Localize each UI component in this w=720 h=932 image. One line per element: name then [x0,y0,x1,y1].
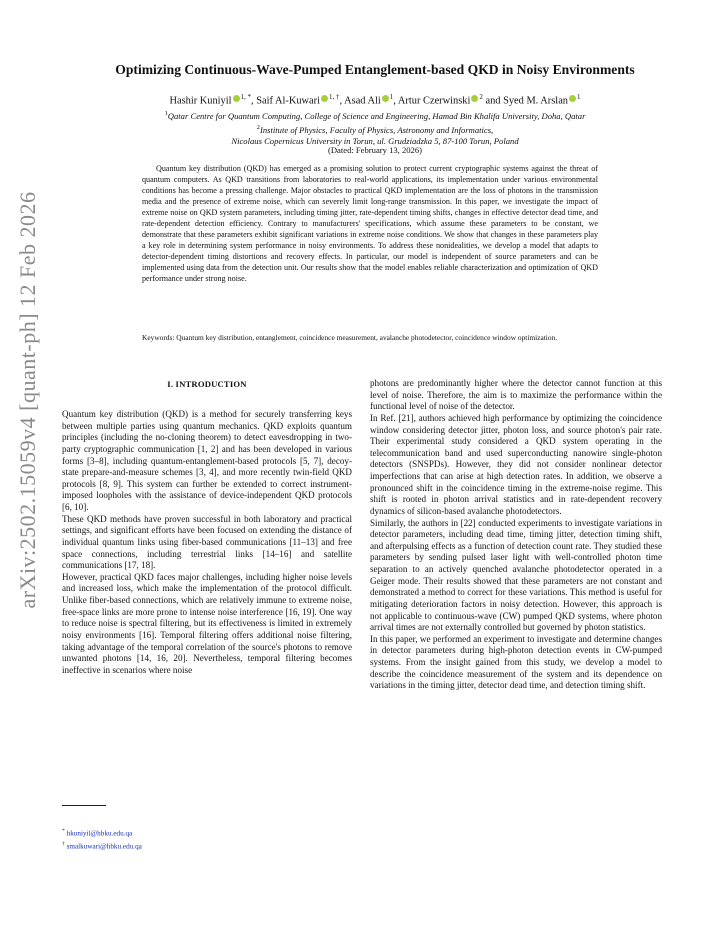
author-name[interactable]: Syed M. Arslan [503,95,569,107]
body-paragraph: These QKD methods have proven successful in both laboratory and practical settings, and significant efforts have been focused on extending the distance of individual quantum links using fiber-based communications [11–13] and free space connections, including terrestrial links [14–16] and satellite communications [17, 18]. [62,513,352,571]
section-heading-introduction: I. INTRODUCTION [167,379,247,389]
author-name[interactable]: Artur Czerwinski [397,95,471,107]
email-link[interactable]: hkuniyil@hbku.edu.qa [66,829,133,838]
author-name[interactable]: Asad Ali [344,95,381,107]
author-affil-marker: 1 [389,93,394,101]
arxiv-identifier-stamp [8,120,48,680]
left-column [62,409,352,676]
footnote-separator [62,805,106,806]
body-paragraph: Quantum key distribution (QKD) is a method for securely transferring keys between multiple parties using quantum mechanics. QKD exploits quantum principles (including the no-cloning theorem) to detect eavesdropping in two-party cryptographic communication [1, 2] and has been developed in various forms [3–8], including quantum-entanglement-based protocols [5, 7], decoy-state prepare-and-measure schemes [3, 4], and more recently twin-field QKD protocols [8, 9]. This system can further be extended to correct instrument-imposed loopholes with the assistance of device-independent QKD protocols [6, 10]. [62,409,352,512]
date-line: (Dated: February 13, 2026) [327,145,423,155]
affiliation-2-address: Nicolaus Copernicus University in Torun, ul. Grudziadzka 5, 87-100 Torun, Poland [231,136,519,147]
affiliation-1: $^1$Qatar Centre for Quantum Computing, College of Science and Engineering, Hamad Bin Khalifa University, Doha, Qatar [164,110,586,121]
footnotes [62,826,142,853]
orcid-icon[interactable] [382,95,389,102]
email-link[interactable]: smalkuwari@hbku.edu.qa [66,842,142,851]
body-paragraph: photons are predominantly higher where the detector cannot function at this level of noise. Therefore, the aim is to maximize the performance within the functional level of noise of the detector. [370,378,662,412]
author-affil-marker: 1, † [329,93,340,101]
body-paragraph: Similarly, the authors in [22] conducted experiments to investigate variations in detector parameters, including dead time, timing jitter, detection timing shift, and afterpulsing effects as a function of detection count rate. They studied these parameters by sending pulsed laser light with well-controlled photon time separation to an actively quenched avalanche photodetector operated in a Geiger mode. Their results showed that these parameters are not constant and demonstrated a method to correct for these variations. This method is useful for mitigating deterioration factors in noisy detection. However, this approach is not applicable to continuous-wave (CW) pumped QKD systems, where photon arrival times are not externally controlled but governed by photon statistics. [370,517,662,633]
orcid-icon[interactable] [321,95,328,102]
orcid-icon[interactable] [233,95,240,102]
body-paragraph: However, practical QKD faces major challenges, including higher noise levels and increased loss, which make the implementation of the protocol difficult. Unlike fiber-based connections, which are relatively immune to extreme noise, free-space links are more prone to intense noise interference [16, 19]. One way to reduce noise is spectral filtering, but its effectiveness is limited in extremely noisy environments [16]. Temporal filtering offers additional noise filtering, taking advantage of the temporal correlation of the source's photons to remove unwanted photons [14, 16, 20]. Nevertheless, temporal filtering becomes ineffective in scenarios where noise [62,571,352,675]
abstract: Quantum key distribution (QKD) has emerged as a promising solution to protect current cryptographic systems against the threat of quantum computers. As QKD transitions from laboratories to real-world applications, its implementation under various environmental conditions has become a pressing challenge. Major obstacles to practical QKD implementation are the loss of photons in the transmission media and the presence of extreme noise, which can severely limit long-range transmission. In this paper, we investigate the impact of extreme noise on QKD system parameters, including timing jitter, rate-dependent timing shifts, changes in effective detector dead time, and rate-dependent detection efficiency. Contrary to manufacturers' specifications, which assume these parameters to be constant, we demonstrate that these parameters exhibit significant variations in extreme noise conditions. We show that changes in these parameters play a key role in determining system performance in noisy environments. To address these nonidealities, we develop a model that adapts to detector-dependent timing distortions and recovery effects. In particular, our model is independent of source parameters and can be implemented using data from the detection unit. Our results show that the model enables reliable characterization and optimization of QKD performance under strong noise. [142,164,598,284]
author-affil-marker: 1, * [240,93,252,101]
footnote-email-1: * hkuniyil@hbku.edu.qa [62,828,133,838]
arxiv-identifier-text: arXiv:2502.15059v4 [quant-ph] 12 Feb 2026 [15,191,40,609]
footnote-email-2: † smalkuwari@hbku.edu.qa [62,841,142,851]
affiliation-2: $^2$Institute of Physics, Faculty of Physics, Astronomy and Informatics, [256,124,494,136]
keywords: Keywords: Quantum key distribution, entanglement, coincidence measurement, avalanche photodetector, coincidence window optimization. [142,333,558,342]
author-name[interactable]: Hashir Kuniyil [169,95,232,107]
body-paragraph: In Ref. [21], authors achieved high performance by optimizing the coincidence window considering detector jitter, photon loss, and source photon's pair rate. Their experimental study considered a QKD system operating in the telecommunication band and used superconducting nanowire single-photon detectors (SNSPDs). However, they did not consider nonlinear detector imperfections that can arise at high detection rates. In addition, we observe a pronounced shift in the coincidence timing in the extreme-noise regime. This shift is rooted in photon arrival statistics and in rate-dependent recovery dynamics of silicon-based avalanche photodetectors. [370,412,662,516]
author-list: Hashir Kuniyil $^{1, *}$, Saif Al-Kuwari $^{1, \dagger}$, Asad Ali $^1$, Artur Czerwinski $^2$ and Syed M. Arslan $^1$ [169,93,581,107]
orcid-icon[interactable] [569,95,576,102]
paper-title: Optimizing Continuous-Wave-Pumped Entanglement-based QKD in Noisy Environments [115,62,635,77]
orcid-icon[interactable] [471,95,478,102]
author-affil-marker: 1 [577,93,581,101]
body-paragraph: In this paper, we performed an experiment to investigate and determine changes in detector parameters during high-photon detection events in CW-pumped systems. From the insight gained from this study, we develop a model to describe the coincidence measurement of the system and its dependence on variations in the timing jitter, detector dead time, and detection timing shift. [370,633,662,691]
affiliations [60,108,690,148]
right-column [370,378,662,692]
author-affil-marker: 2 [479,93,483,101]
author-name[interactable]: Saif Al-Kuwari [256,95,321,107]
